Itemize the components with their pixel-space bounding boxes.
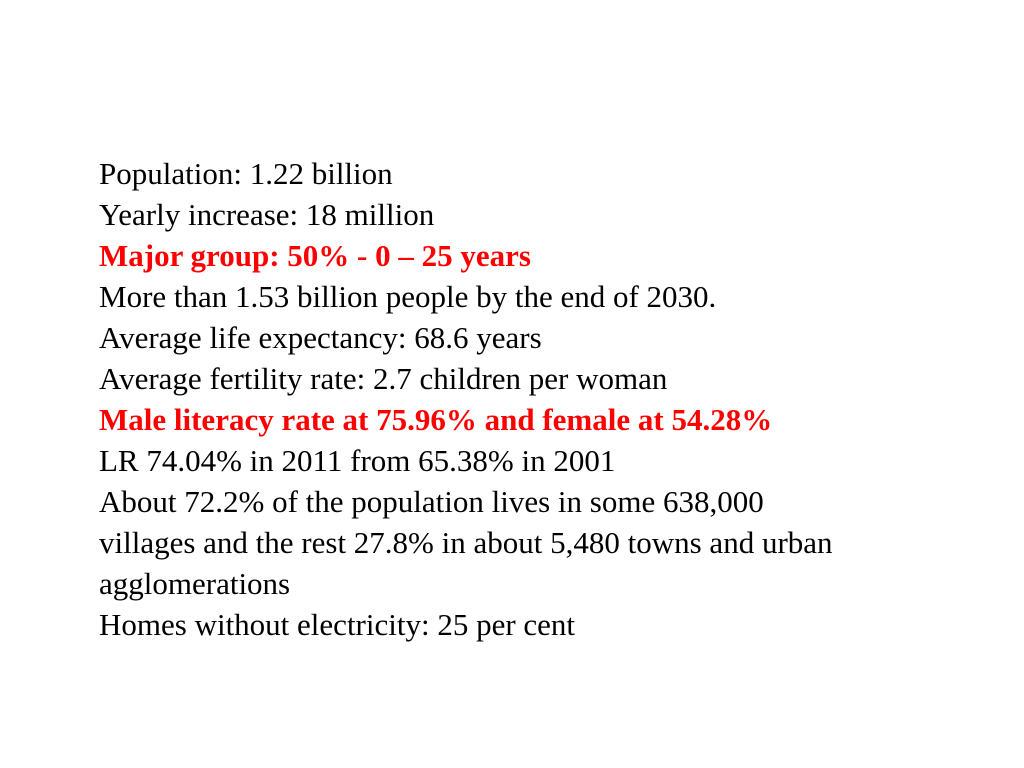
life-expectancy-line: Average life expectancy: 68.6 years	[99, 320, 542, 355]
fertility-rate-line: Average fertility rate: 2.7 children per woman	[99, 361, 668, 396]
electricity-line: Homes without electricity: 25 per cent	[99, 607, 576, 642]
major-group-line: Major group: 50% - 0 – 25 years	[99, 238, 531, 273]
yearly-increase-line: Yearly increase: 18 million	[99, 197, 435, 232]
slide-body-text	[99, 153, 939, 645]
projection-2030-line: More than 1.53 billion people by the end of 2030.	[99, 279, 717, 314]
population-line: Population: 1.22 billion	[99, 156, 393, 191]
villages-towns-line: About 72.2% of the population lives in some 638,000 villages and the rest 27.8% in about 5,480 towns and urban agglomerations	[99, 484, 833, 601]
literacy-change-line: LR 74.04% in 2011 from 65.38% in 2001	[99, 443, 616, 478]
literacy-rate-line: Male literacy rate at 75.96% and female at 54.28%	[99, 402, 773, 437]
